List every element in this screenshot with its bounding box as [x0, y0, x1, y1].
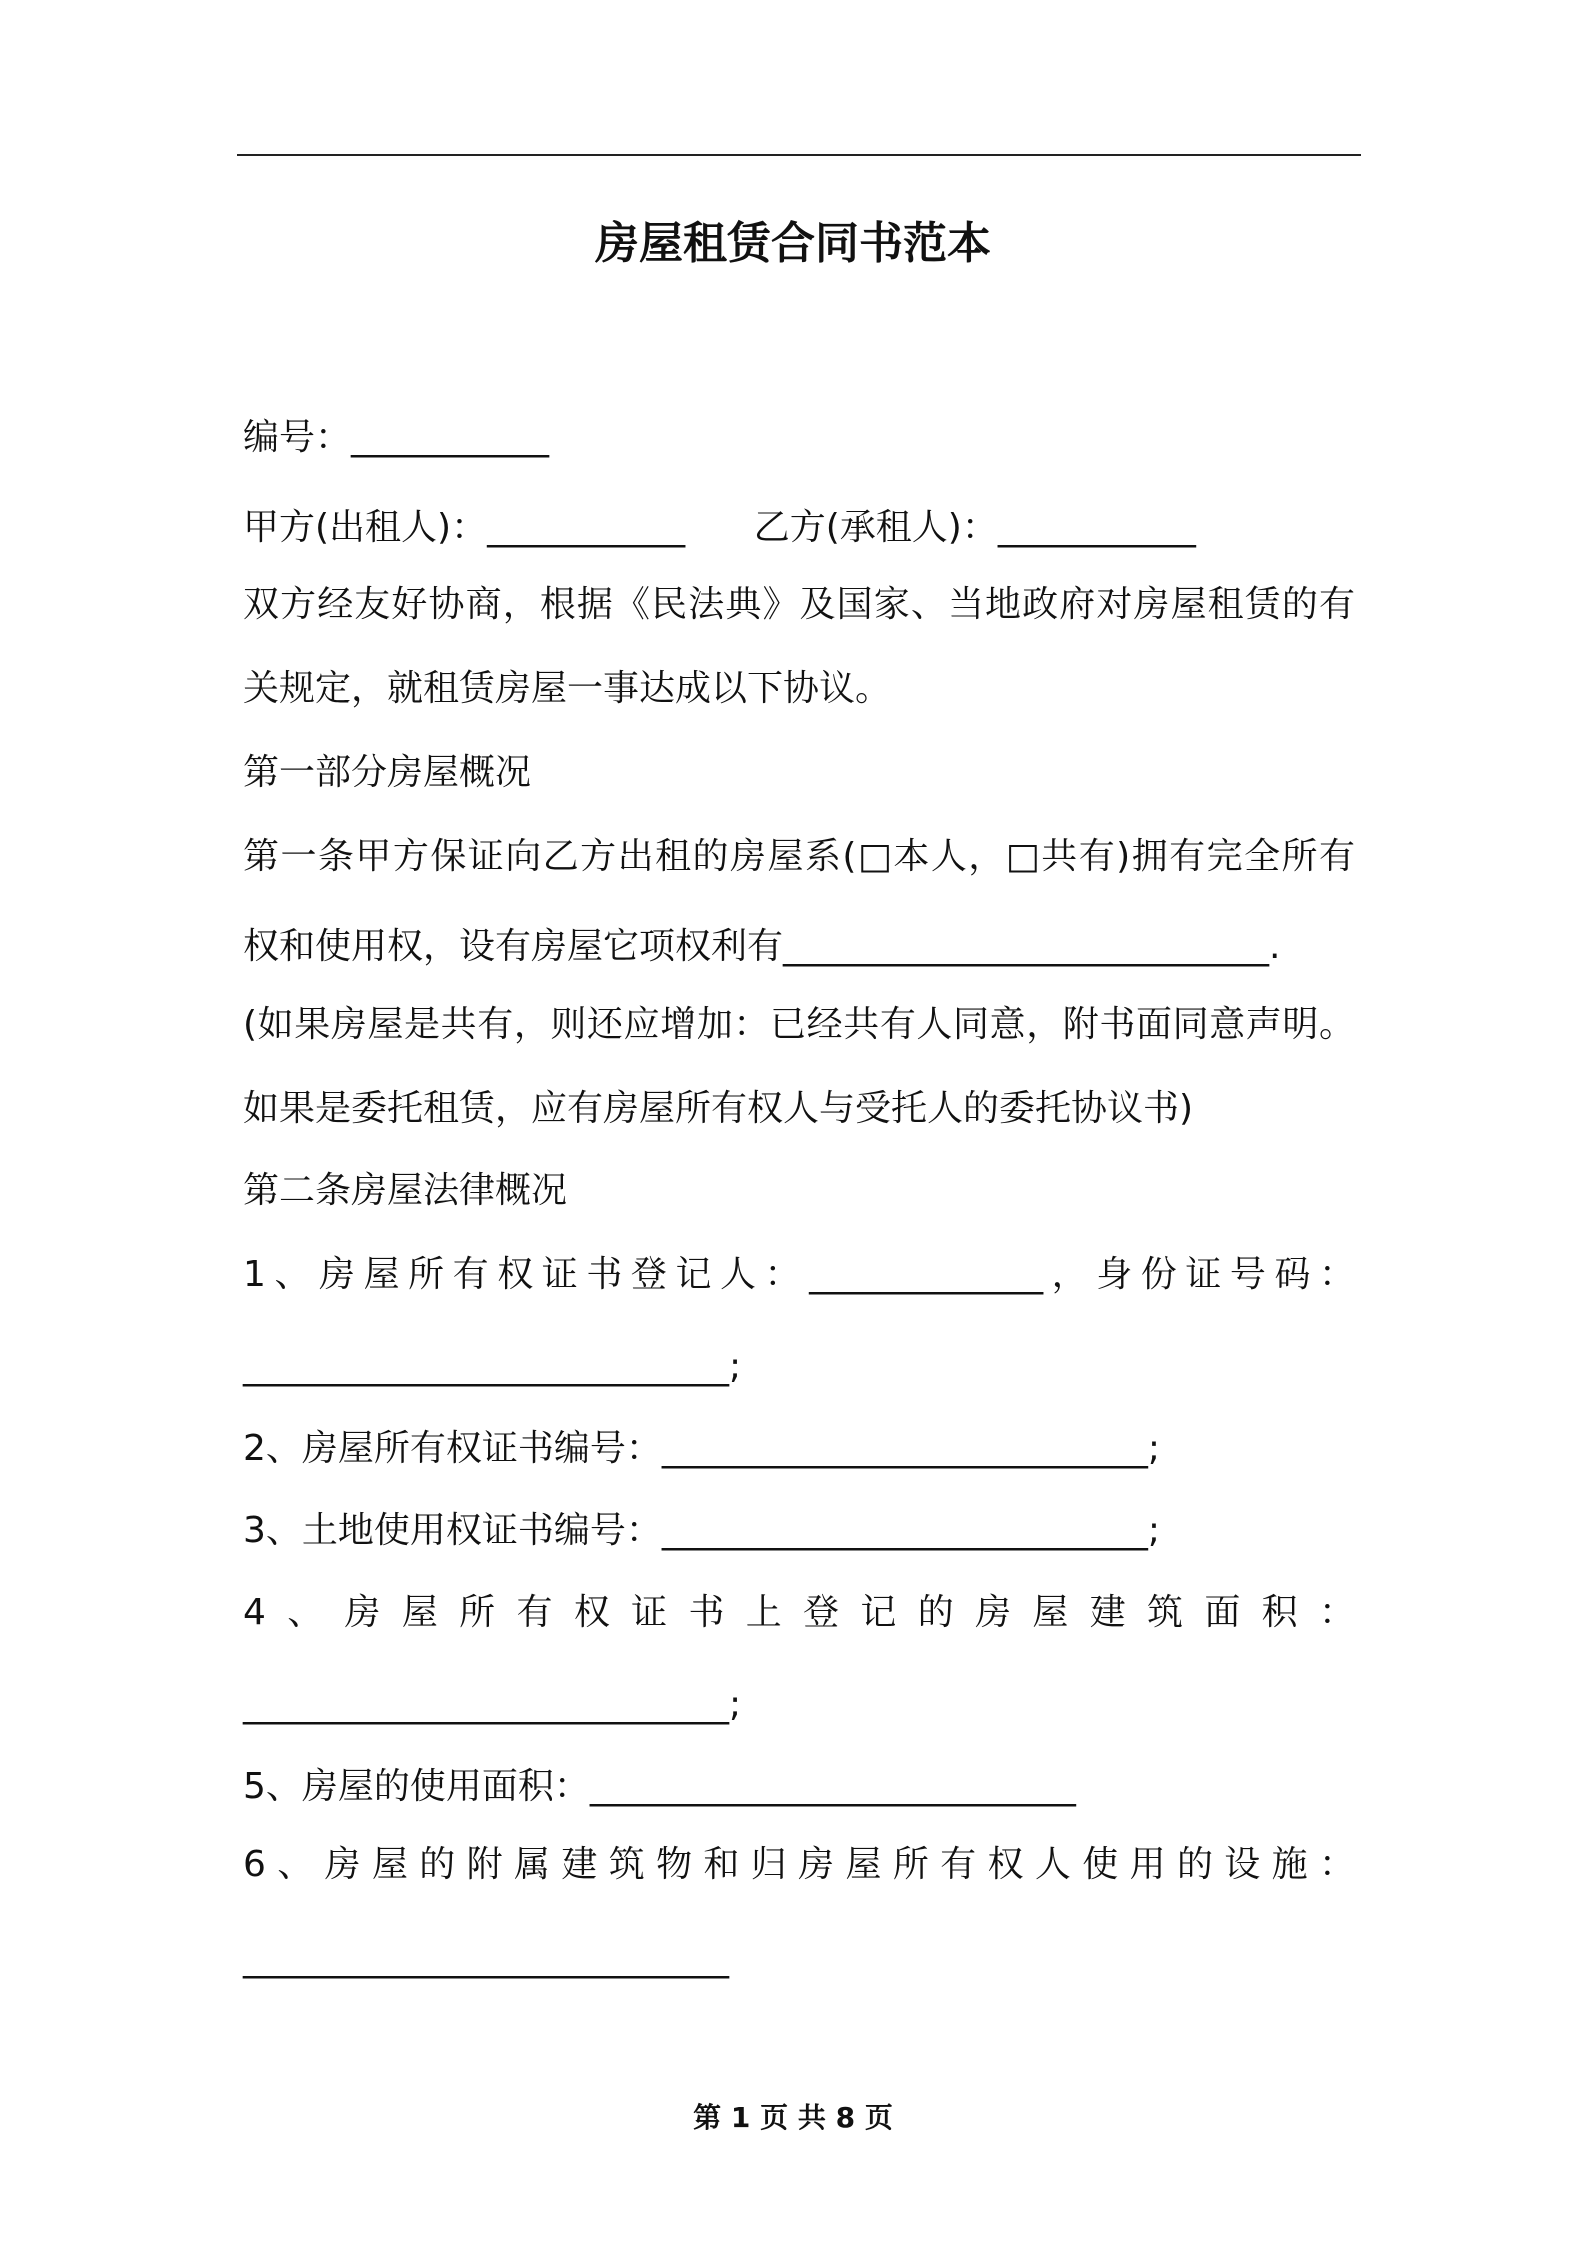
intro-line-1: 双方经友好协商，根据《民法典》及国家、当地政府对房屋租赁的有 [243, 584, 1355, 625]
item-1-line-2: ___________________________; [243, 1346, 742, 1387]
intro-line-2: 关规定，就租赁房屋一事达成以下协议。 [243, 668, 892, 709]
page-indicator: 第 1 页 共 8 页 [693, 2101, 893, 2134]
article-2-heading: 第二条房屋法律概况 [243, 1170, 568, 1211]
item-1-line-1: 1、房屋所有权证书登记人：_____________，身份证号码： [243, 1254, 1355, 1295]
document-title: 房屋租赁合同书范本 [595, 218, 991, 269]
item-5-line: 5、房屋的使用面积：___________________________ [243, 1766, 1076, 1807]
contract-number-line: 编号：___________ [243, 417, 550, 458]
section-heading-1: 第一部分房屋概况 [243, 752, 532, 793]
item-3-line: 3、土地使用权证书编号：___________________________; [243, 1510, 1161, 1551]
item-4-line-1: 4、房屋所有权证书上登记的房屋建筑面积： [243, 1592, 1355, 1633]
header-rule [237, 154, 1361, 156]
item-2-line: 2、房屋所有权证书编号：___________________________; [243, 1428, 1161, 1469]
parties-line: 甲方(出租人)：___________ 乙方(承租人)：___________ [243, 507, 1196, 548]
article-1-note-1: (如果房屋是共有，则还应增加：已经共有人同意，附书面同意声明。 [243, 1004, 1355, 1045]
article-1-note-2: 如果是委托租赁，应有房屋所有权人与受托人的委托协议书) [243, 1088, 1194, 1129]
item-6-line-1: 6、房屋的附属建筑物和归房屋所有权人使用的设施： [243, 1844, 1355, 1885]
item-6-line-2: ___________________________ [243, 1938, 729, 1979]
article-1-line-2: 权和使用权，设有房屋它项权利有___________________________. [243, 926, 1281, 967]
item-4-line-2: ___________________________; [243, 1684, 742, 1725]
article-1-line-1: 第一条甲方保证向乙方出租的房屋系(□本人，□共有)拥有完全所有 [243, 836, 1355, 877]
